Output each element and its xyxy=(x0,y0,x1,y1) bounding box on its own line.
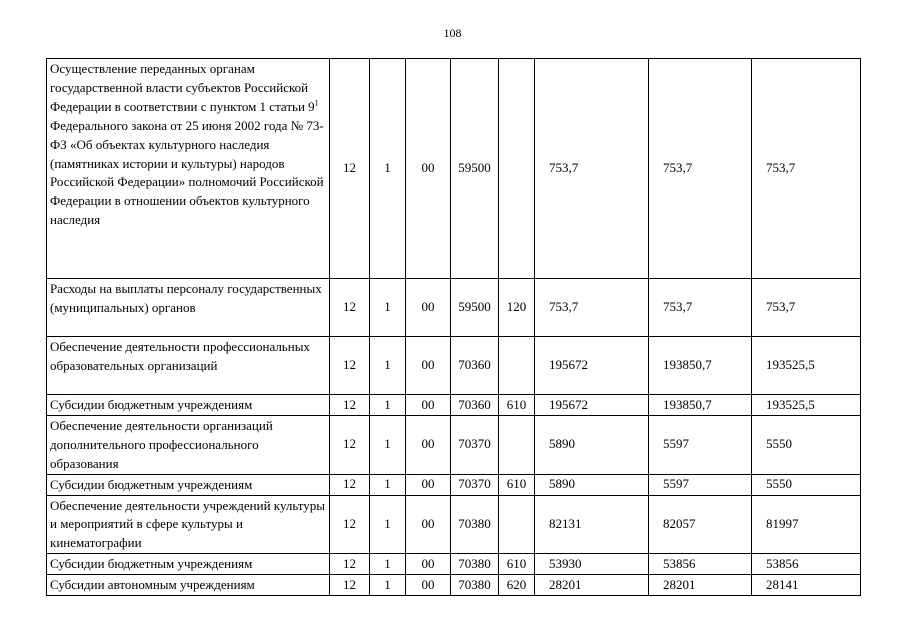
value-cell-2: 5597 xyxy=(649,474,752,495)
code-cell-2: 1 xyxy=(370,474,406,495)
row-name-cell: Субсидии автономным учреждениям xyxy=(47,575,330,596)
value-cell-3: 193525,5 xyxy=(752,337,861,395)
value-cell-1: 5890 xyxy=(535,415,649,474)
row-name-part: Федерального закона от 25 июня 2002 года № 73-ФЗ «Об объектах культурного наследия (памятниках истории и культуры) народов Российской Федерации» полномочий Российской Федерации в отношении объектов культурного наследия xyxy=(50,117,324,228)
code-cell-4: 70380 xyxy=(451,554,499,575)
code-cell-5: 620 xyxy=(499,575,535,596)
value-cell-3: 81997 xyxy=(752,495,861,554)
row-name-cell: Субсидии бюджетным учреждениям xyxy=(47,474,330,495)
code-cell-1: 12 xyxy=(330,279,370,337)
table-row xyxy=(47,279,861,337)
value-cell-3: 53856 xyxy=(752,554,861,575)
code-cell-2: 1 xyxy=(370,575,406,596)
code-cell-1: 12 xyxy=(330,575,370,596)
code-cell-3: 00 xyxy=(406,415,451,474)
table-row xyxy=(47,59,861,279)
code-cell-3: 00 xyxy=(406,395,451,416)
code-cell-1: 12 xyxy=(330,554,370,575)
code-cell-2: 1 xyxy=(370,554,406,575)
row-name-cell xyxy=(47,59,330,279)
code-cell-3: 00 xyxy=(406,59,451,279)
code-cell-3: 00 xyxy=(406,279,451,337)
code-cell-5: 610 xyxy=(499,474,535,495)
code-cell-3: 00 xyxy=(406,575,451,596)
table-row xyxy=(47,495,861,554)
code-cell-3: 00 xyxy=(406,495,451,554)
code-cell-1: 12 xyxy=(330,415,370,474)
row-name-superscript: 1 xyxy=(314,98,319,108)
table-row xyxy=(47,337,861,395)
code-cell-5 xyxy=(499,59,535,279)
code-cell-2: 1 xyxy=(370,395,406,416)
value-cell-3: 193525,5 xyxy=(752,395,861,416)
code-cell-4: 70370 xyxy=(451,474,499,495)
table-row xyxy=(47,554,861,575)
page-number: 108 xyxy=(443,26,462,40)
code-cell-5: 610 xyxy=(499,554,535,575)
value-cell-3: 28141 xyxy=(752,575,861,596)
row-name-cell: Субсидии бюджетным учреждениям xyxy=(47,395,330,416)
value-cell-2: 82057 xyxy=(649,495,752,554)
value-cell-2: 193850,7 xyxy=(649,337,752,395)
code-cell-3: 00 xyxy=(406,337,451,395)
code-cell-1: 12 xyxy=(330,395,370,416)
value-cell-3: 753,7 xyxy=(752,279,861,337)
value-cell-1: 753,7 xyxy=(535,279,649,337)
value-cell-3: 5550 xyxy=(752,415,861,474)
row-name-cell: Субсидии бюджетным учреждениям xyxy=(47,554,330,575)
code-cell-4: 70380 xyxy=(451,495,499,554)
code-cell-5: 610 xyxy=(499,395,535,416)
value-cell-1: 53930 xyxy=(535,554,649,575)
code-cell-2: 1 xyxy=(370,495,406,554)
table-row xyxy=(47,474,861,495)
value-cell-2: 753,7 xyxy=(649,59,752,279)
code-cell-1: 12 xyxy=(330,59,370,279)
value-cell-1: 5890 xyxy=(535,474,649,495)
code-cell-2: 1 xyxy=(370,59,406,279)
code-cell-1: 12 xyxy=(330,474,370,495)
value-cell-2: 53856 xyxy=(649,554,752,575)
code-cell-4: 70360 xyxy=(451,337,499,395)
code-cell-2: 1 xyxy=(370,415,406,474)
value-cell-3: 5550 xyxy=(752,474,861,495)
code-cell-5: 120 xyxy=(499,279,535,337)
table-row xyxy=(47,395,861,416)
value-cell-1: 28201 xyxy=(535,575,649,596)
budget-table xyxy=(46,58,861,596)
code-cell-1: 12 xyxy=(330,495,370,554)
value-cell-1: 753,7 xyxy=(535,59,649,279)
row-name-part: Осуществление переданных органам государственной власти субъектов Российской Федерации в соответствии с пунктом 1 статьи 9 xyxy=(50,61,315,114)
value-cell-1: 195672 xyxy=(535,337,649,395)
row-name-cell: Расходы на выплаты персоналу государственных (муниципальных) органов xyxy=(47,279,330,337)
code-cell-4: 59500 xyxy=(451,59,499,279)
code-cell-2: 1 xyxy=(370,337,406,395)
value-cell-2: 193850,7 xyxy=(649,395,752,416)
code-cell-2: 1 xyxy=(370,279,406,337)
code-cell-4: 70370 xyxy=(451,415,499,474)
code-cell-4: 70360 xyxy=(451,395,499,416)
value-cell-2: 5597 xyxy=(649,415,752,474)
row-name-cell: Обеспечение деятельности профессиональных образовательных организаций xyxy=(47,337,330,395)
code-cell-5 xyxy=(499,337,535,395)
code-cell-5 xyxy=(499,495,535,554)
code-cell-5 xyxy=(499,415,535,474)
code-cell-4: 70380 xyxy=(451,575,499,596)
value-cell-3: 753,7 xyxy=(752,59,861,279)
code-cell-1: 12 xyxy=(330,337,370,395)
value-cell-2: 28201 xyxy=(649,575,752,596)
code-cell-3: 00 xyxy=(406,554,451,575)
code-cell-4: 59500 xyxy=(451,279,499,337)
code-cell-3: 00 xyxy=(406,474,451,495)
row-name-cell: Обеспечение деятельности организаций дополнительного профессионального образования xyxy=(47,415,330,474)
table-row xyxy=(47,575,861,596)
value-cell-2: 753,7 xyxy=(649,279,752,337)
table-row xyxy=(47,415,861,474)
value-cell-1: 195672 xyxy=(535,395,649,416)
row-name-cell: Обеспечение деятельности учреждений культуры и мероприятий в сфере культуры и кинематографии xyxy=(47,495,330,554)
value-cell-1: 82131 xyxy=(535,495,649,554)
